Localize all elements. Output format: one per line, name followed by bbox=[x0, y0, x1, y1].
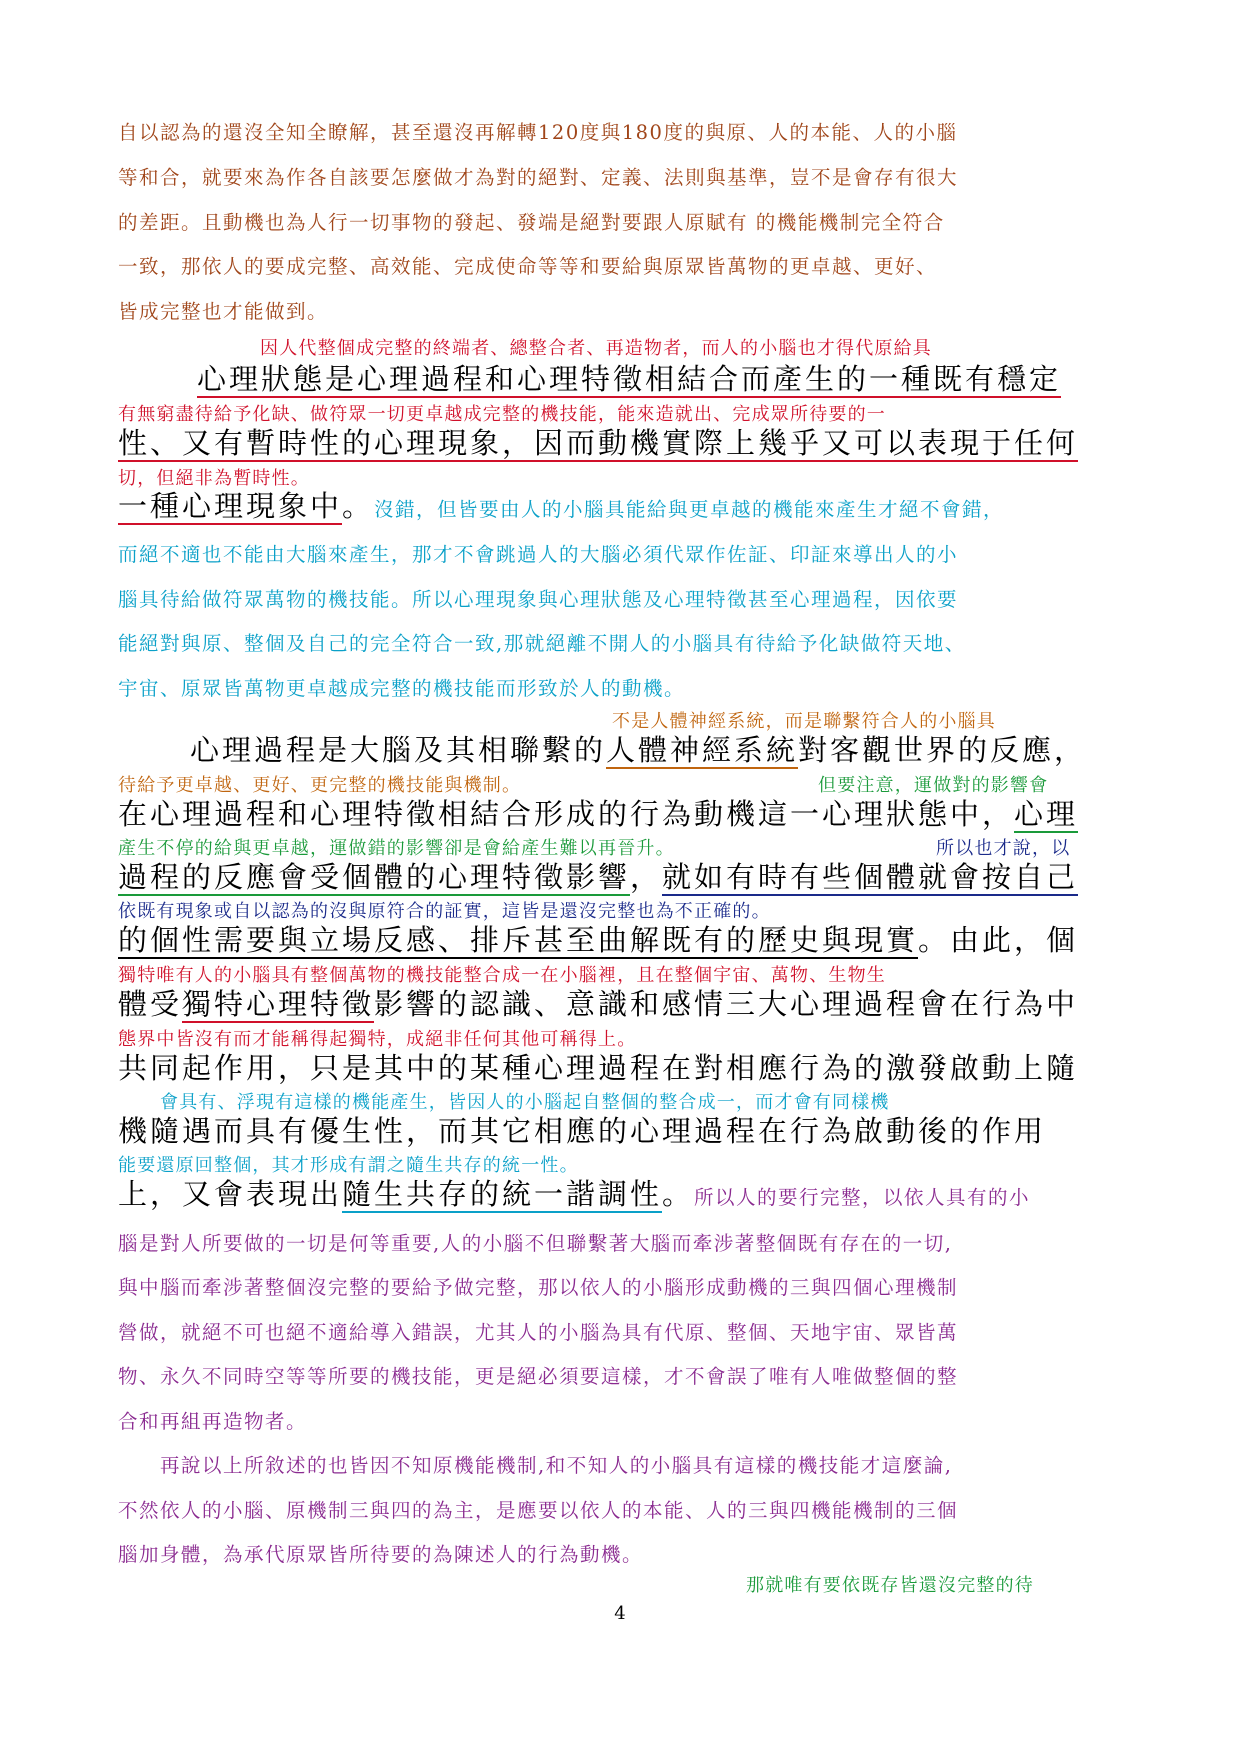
body-text: 對客觀世界的反應， bbox=[798, 733, 1087, 767]
annotation-line: 不是人體神經系統，而是聯繫符合人的小腦具 bbox=[612, 711, 996, 732]
body-line bbox=[118, 918, 1078, 959]
underlined-text: 性、又有暫時性的心理現象，因而動機實際上幾乎又可以表現于任何 bbox=[118, 426, 1079, 460]
annotation-line: 切，但絕非為暫時性。 bbox=[118, 468, 310, 489]
underlined-text: 的個性需要與立場反感、排斥甚至曲解既有的歷史與現實 bbox=[118, 923, 919, 957]
body-line: 機隨遇而具有優生性，而其它相應的心理過程在行為啟動後的作用 bbox=[118, 1114, 1047, 1148]
annotation-line: 獨特唯有人的小腦具有整個萬物的機技能整合成一在小腦裡，且在整個宇宙、萬物、生物生 bbox=[118, 965, 886, 986]
body-text: 。由此，個 bbox=[918, 923, 1079, 957]
text-line: 物、永久不同時空等等所要的機技能，更是絕必須要這樣，才不會誤了唯有人唯做整個的整 bbox=[118, 1365, 959, 1388]
underlined-text: 過程的反應會受個體的心理特徵影響 bbox=[118, 860, 631, 894]
punctuation: 。 bbox=[342, 489, 375, 523]
body-text: 體受 bbox=[118, 987, 183, 1021]
body-line bbox=[118, 792, 1078, 833]
annotation-line: 態界中皆沒有而才能稱得起獨特，成絕非任何其他可稱得上。 bbox=[118, 1029, 637, 1050]
annotation-line: 會具有、浮現有這樣的機能產生，皆因人的小腦起自整個的整合成一，而才會有同樣機 bbox=[160, 1092, 890, 1113]
body-line bbox=[190, 728, 1086, 769]
body-line bbox=[118, 1172, 1030, 1213]
underlined-text: 一種心理現象中 bbox=[118, 489, 343, 523]
text-line: 再說以上所敘述的也皆因不知原機能機制,和不知人的小腦具有這樣的機技能才這麼論, bbox=[160, 1454, 953, 1477]
annotation-line: 依既有現象或自以認為的沒與原符合的証實，這皆是還沒完整也為不正確的。 bbox=[118, 901, 771, 922]
text-line: 腦加身體，為承代原眾皆所待要的為陳述人的行為動機。 bbox=[118, 1543, 644, 1566]
annotation-text: 產生不停的給與更卓越，運做錯的影響卻是會給產生難以再晉升。 bbox=[118, 838, 675, 859]
inline-annotation: 沒錯，但皆要由人的小腦具能給與更卓越的機能來產生才絕不會錯， bbox=[374, 498, 1005, 521]
punctuation: ， bbox=[630, 860, 663, 894]
text-line: 等和合，就要來為作各自該要怎麼做才為對的絕對、定義、法則與基準，豈不是會存有很大 bbox=[118, 166, 959, 189]
text-line: 與中腦而牽涉著整個沒完整的要給予做完整，那以依人的小腦形成動機的三與四個心理機制 bbox=[118, 1276, 959, 1299]
annotation-text: 待給予更卓越、更好、更完整的機技能與機制。 bbox=[118, 775, 522, 796]
text-line: 腦具待給做符眾萬物的機技能。所以心理現象與心理狀態及心理特徵甚至心理過程，因依要 bbox=[118, 588, 959, 611]
underlined-text: 獨特心理特徵 bbox=[182, 987, 375, 1021]
body-text: 影響的認識、意識和感情三大心理過程會在行為中 bbox=[374, 987, 1079, 1021]
body-line bbox=[118, 484, 1004, 525]
underlined-text: 隨生共存的統一諧調性 bbox=[342, 1177, 663, 1211]
body-line bbox=[197, 357, 1061, 398]
annotation-text: 所以也才說，以 bbox=[936, 838, 1071, 859]
text-line: 合和再組再造物者。 bbox=[118, 1410, 308, 1433]
annotation-line: 因人代整個成完整的終端者、總整合者、再造物者，而人的小腦也才得代原給具 bbox=[260, 338, 932, 359]
text-line: 腦是對人所要做的一切是何等重要,人的小腦不但聯繫著大腦而牽涉著整個既有存在的一切, bbox=[118, 1232, 953, 1255]
underlined-text: 人體神經系統 bbox=[606, 733, 799, 767]
body-text: 在心理過程和心理特徵相結合形成的行為動機這一心理狀態中， bbox=[118, 797, 1015, 831]
body-line: 共同起作用，只是其中的某種心理過程在對相應行為的激發啟動上隨 bbox=[118, 1051, 1079, 1085]
text-line: 自以認為的還沒全知全瞭解，甚至還沒再解轉120度與180度的與原、人的本能、人的小腦 bbox=[118, 121, 958, 144]
body-text: 上，又會表現出 bbox=[118, 1177, 343, 1211]
text-line: 宇宙、原眾皆萬物更卓越成完整的機技能而形致於人的動機。 bbox=[118, 677, 686, 700]
body-line bbox=[118, 421, 1078, 462]
text-line: 的差距。且動機也為人行一切事物的發起、發端是絕對要跟人原賦有 的機能機制完全符合 bbox=[118, 211, 945, 234]
text-line: 營做，就絕不可也絕不適給導入錯誤，尤其人的小腦為具有代原、整個、天地宇宙、眾皆萬 bbox=[118, 1321, 959, 1344]
annotation-text: 但要注意，運做對的影響會 bbox=[818, 775, 1049, 796]
text-line: 而絕不適也不能由大腦來產生，那才不會跳過人的大腦必須代眾作佐証、印証來導出人的小 bbox=[118, 543, 959, 566]
annotation-line: 那就唯有要依既存皆還沒完整的待 bbox=[746, 1575, 1034, 1596]
text-line: 能絕對與原、整個及自己的完全符合一致,那就絕離不開人的小腦具有待給予化缺做符天地、 bbox=[118, 632, 966, 655]
page-number: 4 bbox=[614, 1603, 626, 1624]
body-text: 心理過程是大腦及其相聯繫的 bbox=[190, 733, 607, 767]
underlined-text: 就如有時有些個體就會按自己 bbox=[662, 860, 1079, 894]
underlined-text: 心理狀態是心理過程和心理特徵相結合而產生的一種既有穩定 bbox=[197, 362, 1062, 396]
punctuation: 。 bbox=[662, 1177, 695, 1211]
text-line: 一致，那依人的要成完整、高效能、完成使命等等和要給與原眾皆萬物的更卓越、更好、 bbox=[118, 255, 938, 278]
annotation-line: 能要還原回整個，其才形成有謂之隨生共存的統一性。 bbox=[118, 1155, 579, 1176]
inline-annotation: 所以人的要行完整，以依人具有的小 bbox=[694, 1186, 1031, 1209]
body-line bbox=[118, 855, 1078, 896]
annotation-line: 有無窮盡待給予化缺、做符眾一切更卓越成完整的機技能，能來造就出、完成眾所待要的一 bbox=[118, 404, 886, 425]
text-line: 不然依人的小腦、原機制三與四的為主，是應要以依人的本能、人的三與四機能機制的三個 bbox=[118, 1499, 959, 1522]
text-line: 皆成完整也才能做到。 bbox=[118, 300, 329, 323]
body-line bbox=[118, 982, 1078, 1023]
underlined-text: 心理 bbox=[1014, 797, 1079, 831]
